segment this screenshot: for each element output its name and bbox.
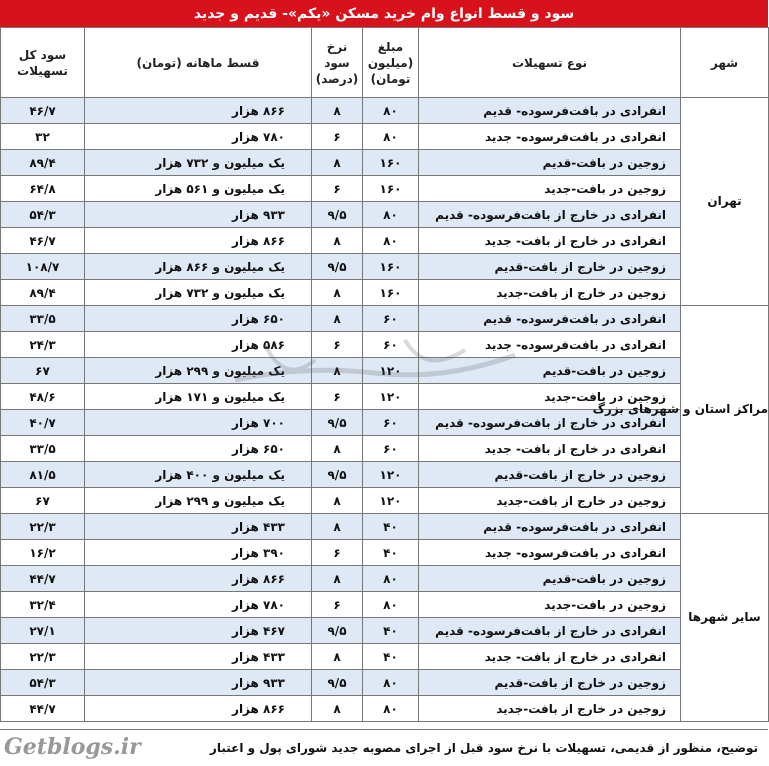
table-row (1, 124, 769, 150)
amount-cell: ۴۰ (363, 540, 419, 566)
rate-cell: ۸ (312, 306, 363, 332)
table-row (1, 514, 769, 540)
installment-cell: ۷۸۰ هزار (85, 592, 312, 618)
table-row (1, 436, 769, 462)
total-cell: ۱۶/۲ (1, 540, 85, 566)
rate-cell: ۸ (312, 436, 363, 462)
amount-cell: ۴۰ (363, 618, 419, 644)
header-row (1, 28, 769, 98)
type-cell: انفرادی در بافت‌فرسوده- قدیم (419, 306, 681, 332)
installment-cell: ۸۶۶ هزار (85, 696, 312, 722)
type-cell: زوجین در بافت-قدیم (419, 150, 681, 176)
table-row (1, 462, 769, 488)
total-cell: ۶۷ (1, 358, 85, 384)
total-cell: ۱۰۸/۷ (1, 254, 85, 280)
total-cell: ۲۲/۳ (1, 644, 85, 670)
city-cell: تهران (681, 98, 769, 306)
rate-cell: ۹/۵ (312, 202, 363, 228)
watermark-logo: Getblogs.ir (4, 734, 141, 760)
rate-cell: ۹/۵ (312, 670, 363, 696)
total-cell: ۳۲ (1, 124, 85, 150)
installment-cell: یک میلیون و ۴۰۰ هزار (85, 462, 312, 488)
type-cell: انفرادی در خارج از بافت- جدید (419, 436, 681, 462)
rate-cell: ۶ (312, 384, 363, 410)
amount-cell: ۶۰ (363, 436, 419, 462)
type-cell: انفرادی در بافت‌فرسوده- قدیم (419, 514, 681, 540)
total-cell: ۴۶/۷ (1, 98, 85, 124)
rate-cell: ۸ (312, 228, 363, 254)
total-cell: ۲۲/۳ (1, 514, 85, 540)
header-amount: مبلغ (میلیون تومان) (363, 28, 419, 98)
type-cell: انفرادی در بافت‌فرسوده- جدید (419, 540, 681, 566)
table-row (1, 280, 769, 306)
amount-cell: ۱۶۰ (363, 254, 419, 280)
city-cell: مراکز استان و شهرهای بزرگ (681, 306, 769, 514)
amount-cell: ۸۰ (363, 566, 419, 592)
amount-cell: ۴۰ (363, 514, 419, 540)
total-cell: ۴۶/۷ (1, 228, 85, 254)
installment-cell: ۸۶۶ هزار (85, 566, 312, 592)
type-cell: انفرادی در خارج از بافت‌فرسوده- قدیم (419, 202, 681, 228)
rate-cell: ۶ (312, 332, 363, 358)
amount-cell: ۶۰ (363, 410, 419, 436)
amount-cell: ۸۰ (363, 202, 419, 228)
total-cell: ۶۴/۸ (1, 176, 85, 202)
installment-cell: ۴۳۳ هزار (85, 514, 312, 540)
installment-cell: ۴۳۳ هزار (85, 644, 312, 670)
amount-cell: ۸۰ (363, 696, 419, 722)
installment-cell: یک میلیون و ۲۹۹ هزار (85, 488, 312, 514)
installment-cell: ۹۳۳ هزار (85, 202, 312, 228)
header-installment: قسط ماهانه (تومان) (85, 28, 312, 98)
type-cell: انفرادی در بافت‌فرسوده- جدید (419, 332, 681, 358)
type-cell: زوجین در خارج از بافت-قدیم (419, 254, 681, 280)
type-cell: انفرادی در خارج از بافت‌فرسوده- قدیم (419, 410, 681, 436)
table-body (1, 98, 769, 722)
total-cell: ۶۷ (1, 488, 85, 514)
city-cell: سایر شهرها (681, 514, 769, 722)
installment-cell: ۳۹۰ هزار (85, 540, 312, 566)
rate-cell: ۶ (312, 124, 363, 150)
amount-cell: ۱۶۰ (363, 280, 419, 306)
installment-cell: ۴۶۷ هزار (85, 618, 312, 644)
total-cell: ۲۷/۱ (1, 618, 85, 644)
loan-table (0, 27, 769, 722)
rate-cell: ۸ (312, 150, 363, 176)
table-row (1, 202, 769, 228)
rate-cell: ۶ (312, 176, 363, 202)
type-cell: انفرادی در خارج از بافت‌فرسوده- قدیم (419, 618, 681, 644)
installment-cell: یک میلیون و ۱۷۱ هزار (85, 384, 312, 410)
rate-cell: ۸ (312, 514, 363, 540)
footnote: توضیح، منظور از قدیمی، تسهیلات با نرخ سود قبل از اجرای مصوبه جدید شورای پول و اعتبار (0, 729, 768, 766)
total-cell: ۵۴/۳ (1, 202, 85, 228)
type-cell: انفرادی در خارج از بافت- جدید (419, 644, 681, 670)
installment-cell: یک میلیون و ۵۶۱ هزار (85, 176, 312, 202)
installment-cell: یک میلیون و ۲۹۹ هزار (85, 358, 312, 384)
installment-cell: ۷۸۰ هزار (85, 124, 312, 150)
table-row (1, 150, 769, 176)
total-cell: ۲۴/۳ (1, 332, 85, 358)
type-cell: زوجین در خارج از بافت-جدید (419, 280, 681, 306)
amount-cell: ۶۰ (363, 332, 419, 358)
installment-cell: ۶۵۰ هزار (85, 436, 312, 462)
type-cell: زوجین در بافت-قدیم (419, 358, 681, 384)
installment-cell: یک میلیون و ۸۶۶ هزار (85, 254, 312, 280)
type-cell: زوجین در خارج از بافت-جدید (419, 696, 681, 722)
table-row (1, 644, 769, 670)
table-row (1, 358, 769, 384)
type-cell: زوجین در بافت-جدید (419, 176, 681, 202)
type-cell: انفرادی در خارج از بافت- جدید (419, 228, 681, 254)
installment-cell: ۸۶۶ هزار (85, 228, 312, 254)
table-row (1, 176, 769, 202)
total-cell: ۴۸/۶ (1, 384, 85, 410)
amount-cell: ۶۰ (363, 306, 419, 332)
header-city: شهر (681, 28, 769, 98)
type-cell: انفرادی در بافت‌فرسوده- قدیم (419, 98, 681, 124)
table-row (1, 254, 769, 280)
rate-cell: ۹/۵ (312, 410, 363, 436)
amount-cell: ۱۶۰ (363, 150, 419, 176)
rate-cell: ۸ (312, 98, 363, 124)
table-title: سود و قسط انواع وام خرید مسکن «یکم»- قدیم و جدید (0, 0, 768, 27)
total-cell: ۳۲/۴ (1, 592, 85, 618)
type-cell: زوجین در بافت-قدیم (419, 566, 681, 592)
installment-cell: ۹۳۳ هزار (85, 670, 312, 696)
rate-cell: ۹/۵ (312, 254, 363, 280)
type-cell: زوجین در بافت-جدید (419, 384, 681, 410)
amount-cell: ۱۲۰ (363, 358, 419, 384)
type-cell: زوجین در بافت-جدید (419, 592, 681, 618)
amount-cell: ۸۰ (363, 670, 419, 696)
type-cell: زوجین در خارج از بافت-جدید (419, 488, 681, 514)
amount-cell: ۸۰ (363, 98, 419, 124)
type-cell: انفرادی در بافت‌فرسوده- جدید (419, 124, 681, 150)
rate-cell: ۸ (312, 696, 363, 722)
rate-cell: ۸ (312, 488, 363, 514)
amount-cell: ۱۲۰ (363, 488, 419, 514)
table-row (1, 488, 769, 514)
total-cell: ۵۴/۳ (1, 670, 85, 696)
table-row (1, 228, 769, 254)
total-cell: ۸۹/۴ (1, 150, 85, 176)
total-cell: ۳۳/۵ (1, 306, 85, 332)
type-cell: زوجین در خارج از بافت-قدیم (419, 670, 681, 696)
table-row (1, 670, 769, 696)
rate-cell: ۶ (312, 592, 363, 618)
rate-cell: ۸ (312, 280, 363, 306)
total-cell: ۸۱/۵ (1, 462, 85, 488)
installment-cell: ۸۶۶ هزار (85, 98, 312, 124)
amount-cell: ۸۰ (363, 592, 419, 618)
rate-cell: ۸ (312, 644, 363, 670)
amount-cell: ۸۰ (363, 124, 419, 150)
table-row (1, 540, 769, 566)
table-row (1, 332, 769, 358)
installment-cell: یک میلیون و ۷۳۲ هزار (85, 280, 312, 306)
table-row (1, 566, 769, 592)
total-cell: ۸۹/۴ (1, 280, 85, 306)
table-row (1, 98, 769, 124)
amount-cell: ۱۲۰ (363, 384, 419, 410)
installment-cell: ۶۵۰ هزار (85, 306, 312, 332)
type-cell: زوجین در خارج از بافت-قدیم (419, 462, 681, 488)
rate-cell: ۹/۵ (312, 618, 363, 644)
table-row (1, 592, 769, 618)
rate-cell: ۸ (312, 566, 363, 592)
rate-cell: ۶ (312, 540, 363, 566)
total-cell: ۳۳/۵ (1, 436, 85, 462)
amount-cell: ۱۶۰ (363, 176, 419, 202)
rate-cell: ۹/۵ (312, 462, 363, 488)
table-row (1, 306, 769, 332)
amount-cell: ۴۰ (363, 644, 419, 670)
table-row (1, 618, 769, 644)
header-total: سود کل تسهیلات (1, 28, 85, 98)
amount-cell: ۸۰ (363, 228, 419, 254)
header-rate: نرخ سود (درصد) (312, 28, 363, 98)
total-cell: ۴۴/۷ (1, 566, 85, 592)
rate-cell: ۸ (312, 358, 363, 384)
installment-cell: ۵۸۶ هزار (85, 332, 312, 358)
total-cell: ۴۰/۷ (1, 410, 85, 436)
installment-cell: ۷۰۰ هزار (85, 410, 312, 436)
amount-cell: ۱۲۰ (363, 462, 419, 488)
installment-cell: یک میلیون و ۷۳۲ هزار (85, 150, 312, 176)
header-type: نوع تسهیلات (419, 28, 681, 98)
table-row (1, 696, 769, 722)
total-cell: ۴۴/۷ (1, 696, 85, 722)
